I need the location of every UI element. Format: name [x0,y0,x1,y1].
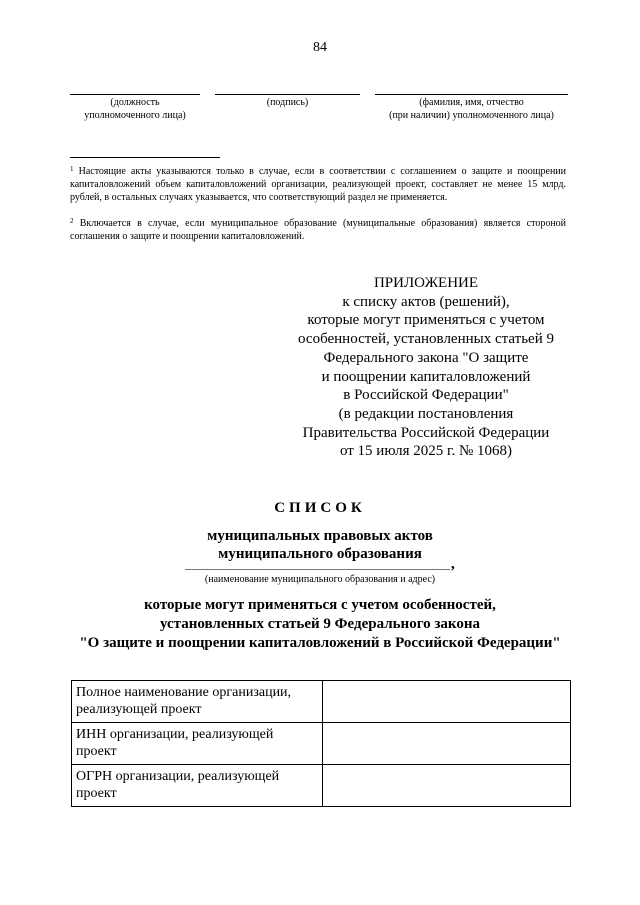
row-3-label-line2: проект [76,786,117,801]
appendix-line-6: и поощрении капиталовложений [321,368,531,385]
appendix-line-10: от 15 июля 2025 г. № 1068) [339,443,513,460]
name-caption [375,96,568,122]
municipality-comma: , [451,556,455,572]
appendix-block [282,274,570,461]
footnote-1-line2: и поощрении капиталовложений объем капиталовложений организации, реализующей проект, составляет [70,166,567,190]
list-subtitle-line2: муниципального образования [218,546,422,562]
name-caption-line1: (фамилия, имя, отчество [419,97,524,108]
list-desc-line2: установленных статьей 9 Федерального закона [159,616,481,632]
appendix-line-9: Правительства Российской Федерации [302,424,550,441]
table-label-cell [72,681,323,723]
list-desc-line1: которые могут применяться с учетом особенностей, [144,597,496,613]
row-3-label-line1: ОГРН организации, реализующей [76,769,280,784]
table-label-cell [72,765,323,807]
row-1-label-line1: Полное наименование организации, [76,685,292,700]
footnote-1-line4: не применяется. [378,192,448,203]
position-caption-line2: уполномоченного лица) [84,110,186,121]
footnote-2-marker: 2 [70,217,74,225]
position-caption [70,96,200,122]
appendix-line-1: ПРИЛОЖЕНИЕ [373,275,479,291]
table-row [72,765,571,807]
table-value-cell [322,723,570,765]
footnote-2-line2: стороной соглашения о защите и поощрении капиталовложений. [70,218,567,242]
appendix-line-3: которые могут применяться с учетом [307,312,545,329]
table-value-cell [322,681,570,723]
name-caption-line2: (при наличии) уполномоченного лица) [389,110,554,121]
list-title: СПИСОК [274,500,366,516]
footnote-2-line1: Включается в случае, если муниципальное образование (муниципальные образования) является [79,218,521,229]
municipality-hint: (наименование муниципального образования и адрес) [204,574,436,585]
table-value-cell [322,765,570,807]
signature-line [215,94,360,95]
appendix-line-4: особенностей, установленных статьей 9 [298,331,554,348]
position-caption-line1: (должность [110,97,160,108]
page-number: 84 [313,40,327,55]
appendix-line-2: к списку актов (решений), [342,293,510,310]
footnote-1-line1: Настоящие акты указываются только в случае, если в соответствии с соглашением о защите [78,166,502,177]
appendix-line-7: в Российской Федерации" [343,387,509,404]
municipality-name-line [185,569,450,570]
table-label-cell [72,723,323,765]
appendix-line-5: Федерального закона "О защите [323,349,529,366]
row-2-label-line2: проект [76,744,117,759]
signature-caption: (подпись) [266,97,309,108]
list-desc-line3: "О защите и поощрении капиталовложений в Российской Федерации" [79,635,561,651]
table-row [72,681,571,723]
position-signature-line [70,94,200,95]
footnote-rule [70,157,220,158]
footnote-1-line3: не менее 15 млрд. рублей, в остальных случаях указывается, что соответствующий раздел [70,179,567,203]
footnote-1 [70,163,566,204]
appendix-line-8: (в редакции постановления [338,405,514,422]
list-subtitle-line1: муниципальных правовых актов [207,528,433,544]
organization-table [71,680,571,807]
row-1-label-line2: реализующей проект [76,702,202,717]
footnote-2 [70,215,566,243]
footnote-1-marker: 1 [70,165,74,173]
row-2-label-line1: ИНН организации, реализующей [76,727,274,742]
table-row [72,723,571,765]
name-signature-line [375,94,568,95]
